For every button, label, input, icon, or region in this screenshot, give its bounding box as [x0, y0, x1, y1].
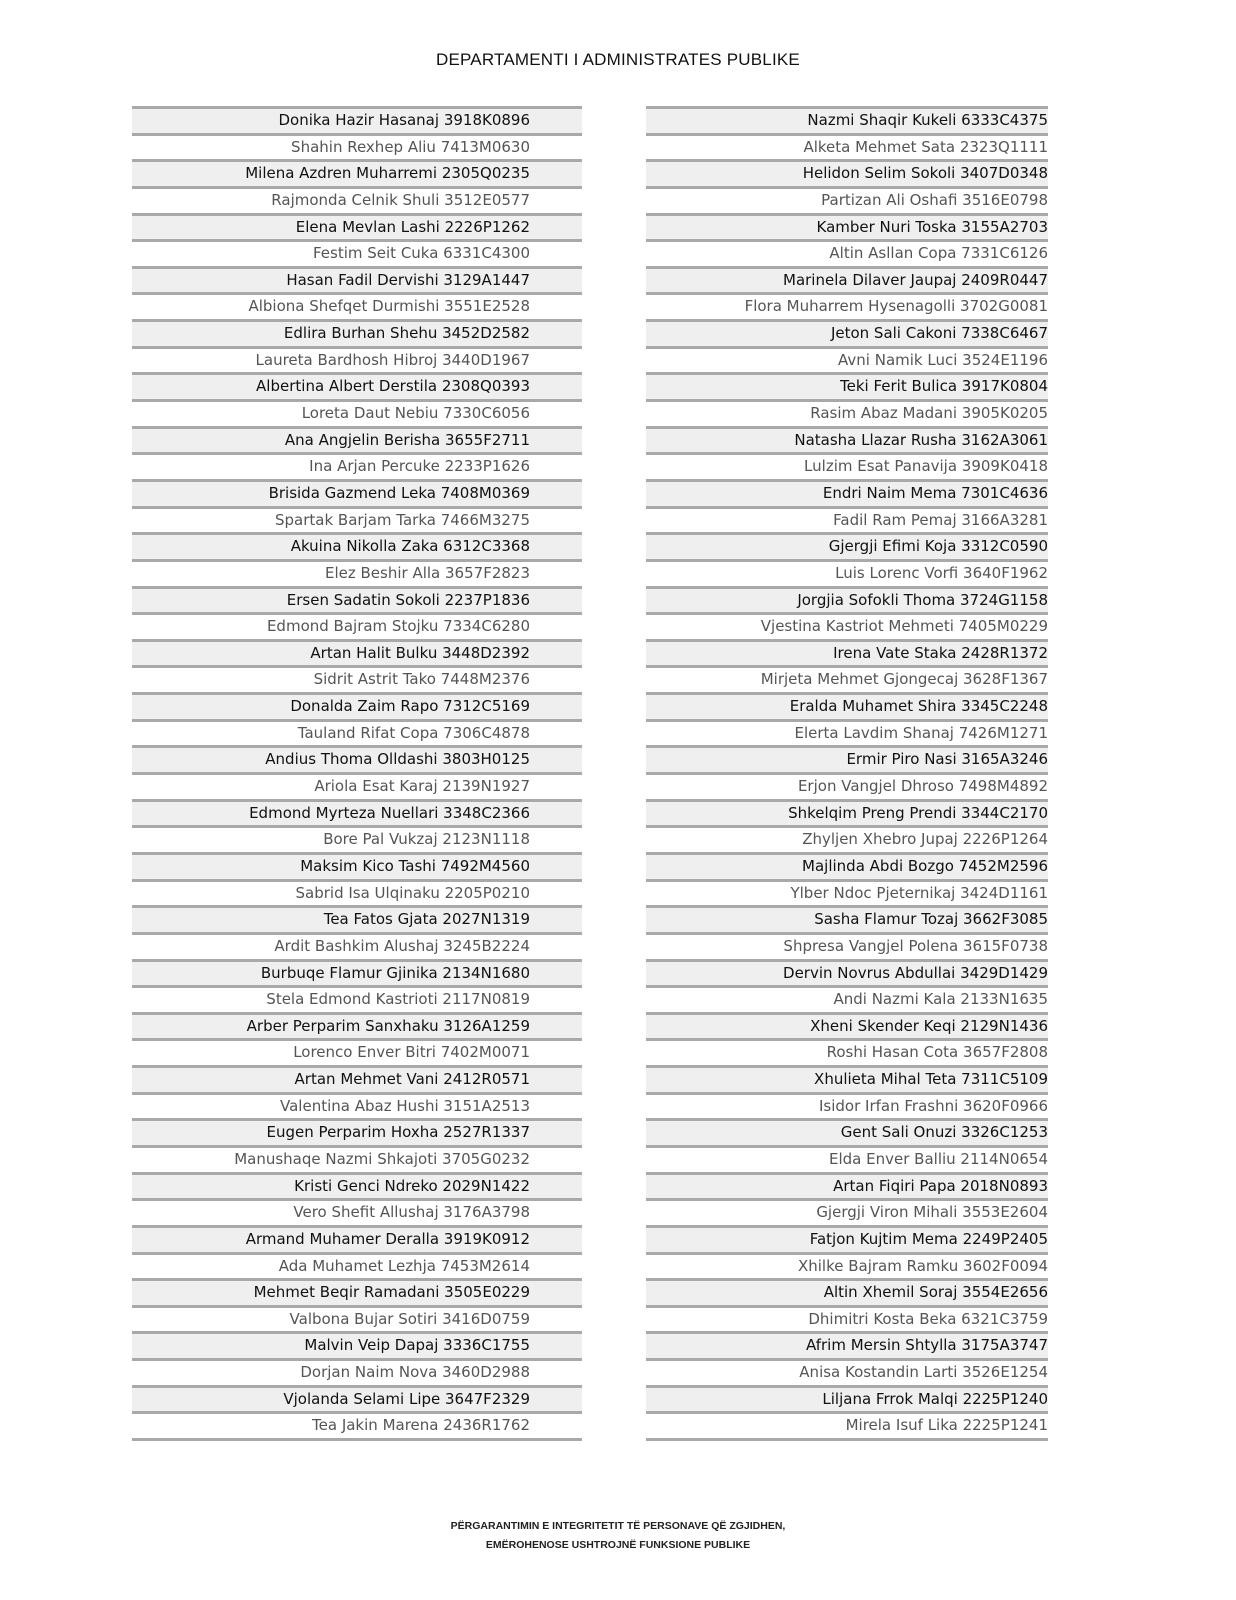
- footer-line-1: PËRGARANTIMIN E INTEGRITETIT TË PERSONAVE QË ZGJIDHEN,: [450, 1520, 786, 1532]
- list-item: Shkelqim Preng Prendi 3344C2170: [646, 799, 1048, 826]
- list-divider: [132, 1438, 582, 1441]
- list-item: Vjestina Kastriot Mehmeti 7405M0229: [646, 612, 1048, 639]
- list-item: Ariola Esat Karaj 2139N1927: [132, 772, 582, 799]
- list-item: Arber Perparim Sanxhaku 3126A1259: [132, 1012, 582, 1039]
- list-item: Irena Vate Staka 2428R1372: [646, 639, 1048, 666]
- list-item: Loreta Daut Nebiu 7330C6056: [132, 399, 582, 426]
- list-item: Liljana Frrok Malqi 2225P1240: [646, 1385, 1048, 1412]
- list-item: Altin Xhemil Soraj 3554E2656: [646, 1278, 1048, 1305]
- list-item: Sabrid Isa Ulqinaku 2205P0210: [132, 879, 582, 906]
- list-item: Endri Naim Mema 7301C4636: [646, 479, 1048, 506]
- list-item: Marinela Dilaver Jaupaj 2409R0447: [646, 266, 1048, 293]
- list-item: Sidrit Astrit Tako 7448M2376: [132, 665, 582, 692]
- list-item: Ardit Bashkim Alushaj 3245B2224: [132, 932, 582, 959]
- list-item: Roshi Hasan Cota 3657F2808: [646, 1038, 1048, 1065]
- list-item: Sasha Flamur Tozaj 3662F3085: [646, 905, 1048, 932]
- list-item: Tea Fatos Gjata 2027N1319: [132, 905, 582, 932]
- list-item: Ada Muhamet Lezhja 7453M2614: [132, 1252, 582, 1279]
- list-item: Natasha Llazar Rusha 3162A3061: [646, 426, 1048, 453]
- list-item: Majlinda Abdi Bozgo 7452M2596: [646, 852, 1048, 879]
- list-item: Tea Jakin Marena 2436R1762: [132, 1411, 582, 1438]
- footer-line-2: EMËROHENOSE USHTROJNË FUNKSIONE PUBLIKE: [485, 1539, 751, 1551]
- list-item: Vero Shefit Allushaj 3176A3798: [132, 1198, 582, 1225]
- list-item: Lulzim Esat Panavija 3909K0418: [646, 452, 1048, 479]
- list-item: Brisida Gazmend Leka 7408M0369: [132, 479, 582, 506]
- list-item: Shahin Rexhep Aliu 7413M0630: [132, 133, 582, 160]
- list-item: Mirela Isuf Lika 2225P1241: [646, 1411, 1048, 1438]
- list-item: Albiona Shefqet Durmishi 3551E2528: [132, 292, 582, 319]
- list-item: Mirjeta Mehmet Gjongecaj 3628F1367: [646, 665, 1048, 692]
- list-item: Ylber Ndoc Pjeternikaj 3424D1161: [646, 879, 1048, 906]
- list-item: Jorgjia Sofokli Thoma 3724G1158: [646, 586, 1048, 613]
- list-item: Kamber Nuri Toska 3155A2703: [646, 213, 1048, 240]
- list-item: Edlira Burhan Shehu 3452D2582: [132, 319, 582, 346]
- list-item: Andi Nazmi Kala 2133N1635: [646, 985, 1048, 1012]
- list-item: Milena Azdren Muharremi 2305Q0235: [132, 159, 582, 186]
- list-item: Valbona Bujar Sotiri 3416D0759: [132, 1305, 582, 1332]
- list-item: Eralda Muhamet Shira 3345C2248: [646, 692, 1048, 719]
- list-item: Afrim Mersin Shtylla 3175A3747: [646, 1331, 1048, 1358]
- list-item: Dhimitri Kosta Beka 6321C3759: [646, 1305, 1048, 1332]
- list-item: Spartak Barjam Tarka 7466M3275: [132, 506, 582, 533]
- list-item: Gjergji Efimi Koja 3312C0590: [646, 532, 1048, 559]
- list-item: Alketa Mehmet Sata 2323Q1111: [646, 133, 1048, 160]
- list-item: Artan Halit Bulku 3448D2392: [132, 639, 582, 666]
- list-item: Xhulieta Mihal Teta 7311C5109: [646, 1065, 1048, 1092]
- list-item: Bore Pal Vukzaj 2123N1118: [132, 825, 582, 852]
- list-item: Ina Arjan Percuke 2233P1626: [132, 452, 582, 479]
- list-item: Luis Lorenc Vorfi 3640F1962: [646, 559, 1048, 586]
- right-name-list: [646, 106, 1048, 1441]
- list-item: Lorenco Enver Bitri 7402M0071: [132, 1038, 582, 1065]
- list-item: Anisa Kostandin Larti 3526E1254: [646, 1358, 1048, 1385]
- list-item: Gent Sali Onuzi 3326C1253: [646, 1118, 1048, 1145]
- list-item: Rasim Abaz Madani 3905K0205: [646, 399, 1048, 426]
- list-item: Ermir Piro Nasi 3165A3246: [646, 745, 1048, 772]
- list-item: Akuina Nikolla Zaka 6312C3368: [132, 532, 582, 559]
- list-item: Stela Edmond Kastrioti 2117N0819: [132, 985, 582, 1012]
- list-item: Nazmi Shaqir Kukeli 6333C4375: [646, 106, 1048, 133]
- list-item: Burbuqe Flamur Gjinika 2134N1680: [132, 959, 582, 986]
- list-item: Edmond Bajram Stojku 7334C6280: [132, 612, 582, 639]
- list-item: Donalda Zaim Rapo 7312C5169: [132, 692, 582, 719]
- list-item: Albertina Albert Derstila 2308Q0393: [132, 372, 582, 399]
- list-item: Maksim Kico Tashi 7492M4560: [132, 852, 582, 879]
- list-item: Isidor Irfan Frashni 3620F0966: [646, 1092, 1048, 1119]
- list-item: Elerta Lavdim Shanaj 7426M1271: [646, 719, 1048, 746]
- list-item: Hasan Fadil Dervishi 3129A1447: [132, 266, 582, 293]
- list-item: Ana Angjelin Berisha 3655F2711: [132, 426, 582, 453]
- list-item: Festim Seit Cuka 6331C4300: [132, 239, 582, 266]
- list-item: Artan Fiqiri Papa 2018N0893: [646, 1172, 1048, 1199]
- list-item: Elda Enver Balliu 2114N0654: [646, 1145, 1048, 1172]
- list-item: Rajmonda Celnik Shuli 3512E0577: [132, 186, 582, 213]
- left-name-list: [132, 106, 582, 1441]
- list-item: Jeton Sali Cakoni 7338C6467: [646, 319, 1048, 346]
- list-item: Zhyljen Xhebro Jupaj 2226P1264: [646, 825, 1048, 852]
- list-item: Xhilke Bajram Ramku 3602F0094: [646, 1252, 1048, 1279]
- footer: [0, 1517, 1236, 1555]
- list-item: Eugen Perparim Hoxha 2527R1337: [132, 1118, 582, 1145]
- list-item: Edmond Myrteza Nuellari 3348C2366: [132, 799, 582, 826]
- list-item: Avni Namik Luci 3524E1196: [646, 346, 1048, 373]
- list-item: Valentina Abaz Hushi 3151A2513: [132, 1092, 582, 1119]
- page-title: DEPARTAMENTI I ADMINISTRATES PUBLIKE: [436, 50, 800, 69]
- list-item: Tauland Rifat Copa 7306C4878: [132, 719, 582, 746]
- list-item: Malvin Veip Dapaj 3336C1755: [132, 1331, 582, 1358]
- list-item: Erjon Vangjel Dhroso 7498M4892: [646, 772, 1048, 799]
- list-item: Donika Hazir Hasanaj 3918K0896: [132, 106, 582, 133]
- list-item: Artan Mehmet Vani 2412R0571: [132, 1065, 582, 1092]
- list-divider: [646, 1438, 1048, 1441]
- list-item: Andius Thoma Olldashi 3803H0125: [132, 745, 582, 772]
- list-item: Mehmet Beqir Ramadani 3505E0229: [132, 1278, 582, 1305]
- list-item: Dervin Novrus Abdullai 3429D1429: [646, 959, 1048, 986]
- list-item: Armand Muhamer Deralla 3919K0912: [132, 1225, 582, 1252]
- list-item: Ersen Sadatin Sokoli 2237P1836: [132, 586, 582, 613]
- list-item: Elez Beshir Alla 3657F2823: [132, 559, 582, 586]
- list-item: Elena Mevlan Lashi 2226P1262: [132, 213, 582, 240]
- list-item: Gjergji Viron Mihali 3553E2604: [646, 1198, 1048, 1225]
- list-item: Xheni Skender Keqi 2129N1436: [646, 1012, 1048, 1039]
- list-item: Teki Ferit Bulica 3917K0804: [646, 372, 1048, 399]
- list-item: Laureta Bardhosh Hibroj 3440D1967: [132, 346, 582, 373]
- list-item: Altin Asllan Copa 7331C6126: [646, 239, 1048, 266]
- list-item: Kristi Genci Ndreko 2029N1422: [132, 1172, 582, 1199]
- list-item: Helidon Selim Sokoli 3407D0348: [646, 159, 1048, 186]
- list-item: Dorjan Naim Nova 3460D2988: [132, 1358, 582, 1385]
- list-item: Manushaqe Nazmi Shkajoti 3705G0232: [132, 1145, 582, 1172]
- list-item: Vjolanda Selami Lipe 3647F2329: [132, 1385, 582, 1412]
- list-item: Shpresa Vangjel Polena 3615F0738: [646, 932, 1048, 959]
- list-item: Partizan Ali Oshafi 3516E0798: [646, 186, 1048, 213]
- list-item: Fatjon Kujtim Mema 2249P2405: [646, 1225, 1048, 1252]
- list-item: Fadil Ram Pemaj 3166A3281: [646, 506, 1048, 533]
- list-item: Flora Muharrem Hysenagolli 3702G0081: [646, 292, 1048, 319]
